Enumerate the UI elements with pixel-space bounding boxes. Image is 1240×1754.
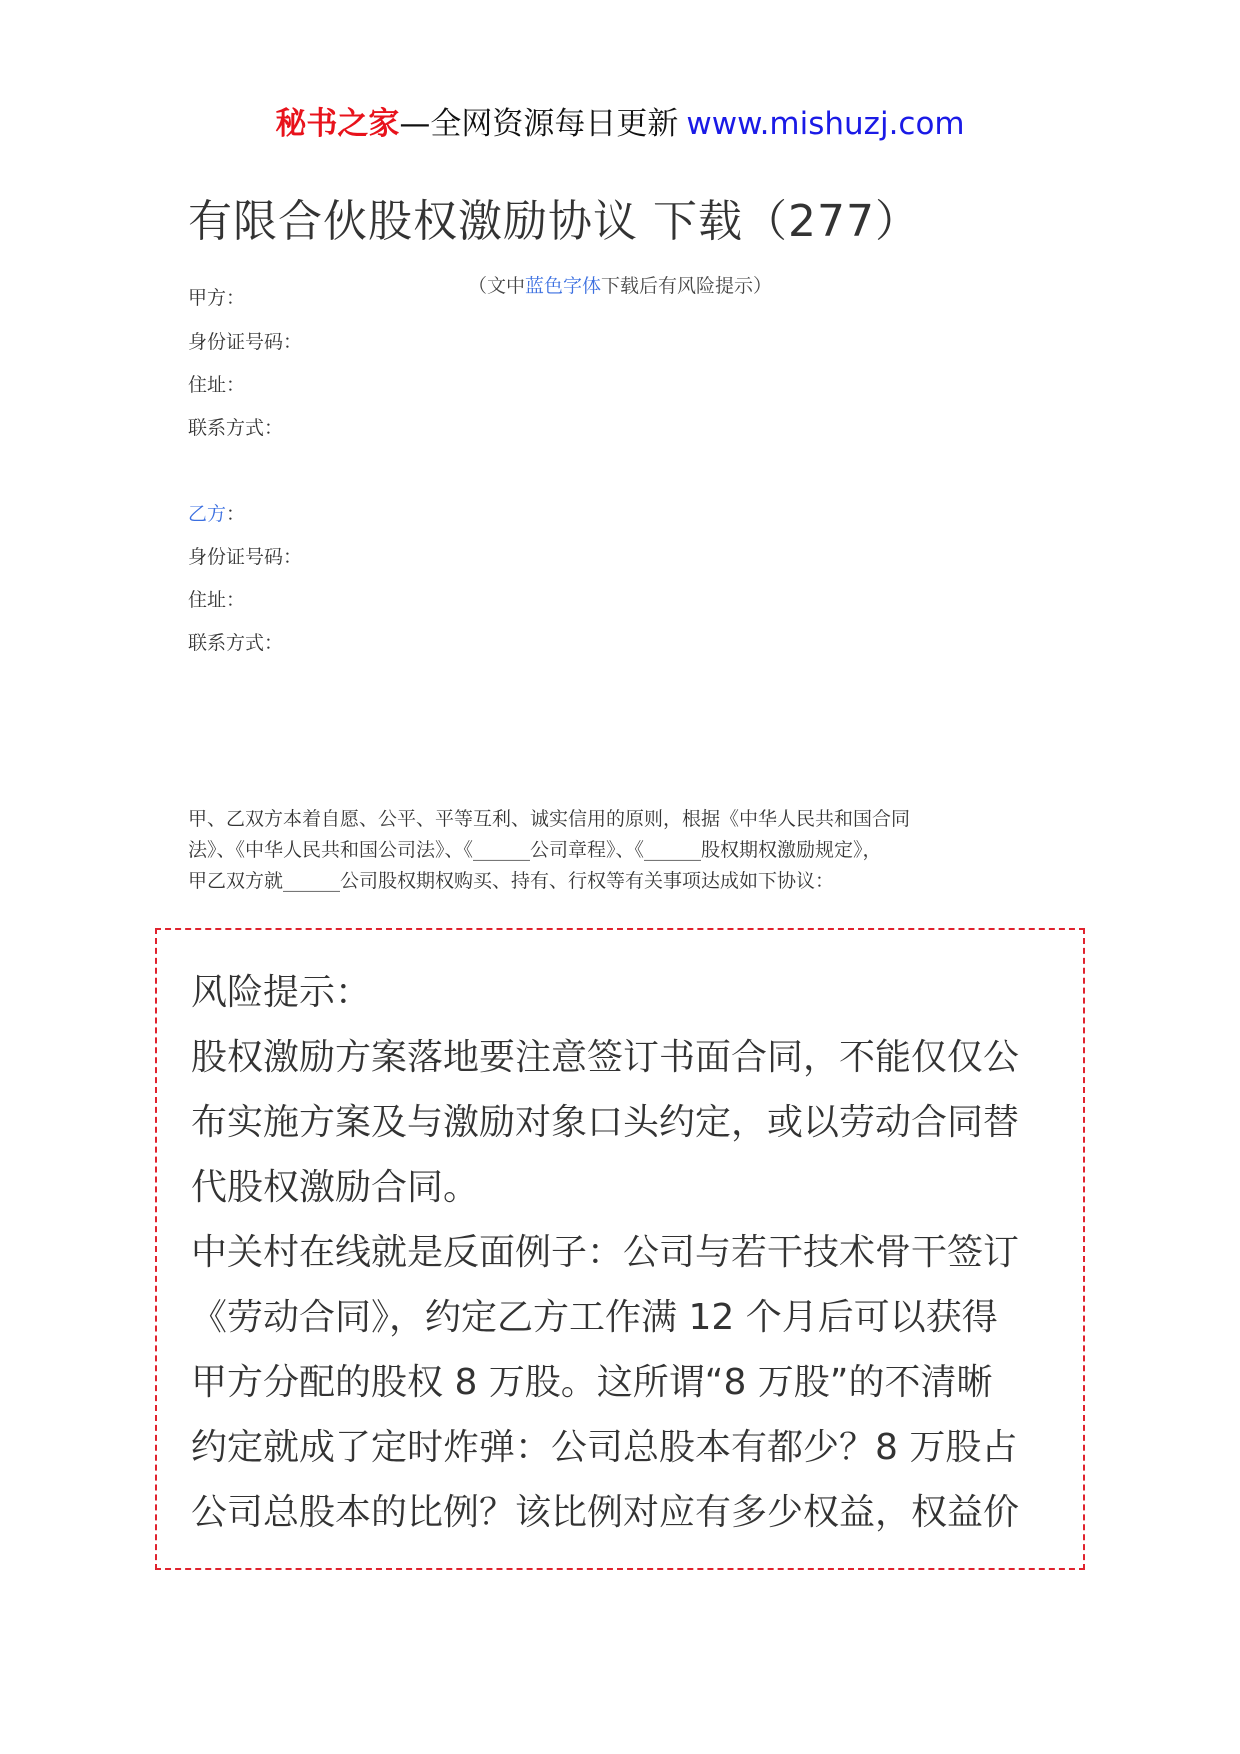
party-a-address-label: 住址：	[188, 374, 246, 396]
party-b-name-link[interactable]: 乙方	[188, 503, 227, 525]
site-slogan: —全网资源每日更新	[399, 106, 679, 142]
party-b-name-colon: ：	[226, 503, 246, 525]
site-banner	[0, 104, 1240, 144]
risk-notice-line: 布实施方案及与激励对象口头约定，或以劳动合同替	[191, 1102, 1020, 1143]
site-brand: 秘书之家	[275, 106, 400, 142]
risk-notice-box	[155, 928, 1085, 1570]
risk-notice-line: 甲方分配的股权 8 万股。这所谓“8 万股”的不清晰	[191, 1362, 993, 1403]
risk-notice-line: 代股权激励合同。	[191, 1167, 480, 1208]
party-b-name-label	[188, 500, 245, 528]
subtitle-suffix: 下载后有风险提示）	[601, 275, 773, 297]
risk-notice-text	[191, 960, 1061, 1545]
risk-notice-line: 《劳动合同》，约定乙方工作满 12 个月后可以获得	[191, 1297, 998, 1338]
party-a-id-label: 身份证号码：	[188, 331, 303, 353]
agreement-intro-line: 甲、乙双方本着自愿、公平、平等互利、诚实信用的原则，根据《中华人民共和国合同	[188, 808, 911, 830]
party-b-address-label: 住址：	[188, 589, 246, 611]
site-url-link[interactable]: www.mishuzj.com	[686, 106, 965, 142]
subtitle-prefix: （文中	[467, 275, 525, 297]
document-title: 有限合伙股权激励协议 下载（277）	[188, 196, 920, 247]
risk-notice-heading: 风险提示：	[191, 972, 372, 1013]
agreement-intro	[188, 804, 1058, 897]
agreement-intro-line: 法》、《中华人民共和国公司法》、《______公司章程》、《______股权期权激励规定》，	[188, 839, 882, 861]
risk-notice-line: 股权激励方案落地要注意签订书面合同，不能仅仅公	[191, 1037, 1020, 1078]
party-b-contact-label: 联系方式：	[188, 632, 284, 654]
subtitle-highlight: 蓝色字体	[524, 275, 601, 297]
risk-notice-line: 公司总股本的比例？该比例对应有多少权益，权益价	[191, 1492, 1020, 1533]
party-a-contact-label: 联系方式：	[188, 417, 284, 439]
risk-notice-line: 约定就成了定时炸弹：公司总股本有都少？8 万股占	[191, 1427, 1018, 1468]
document-subtitle	[0, 272, 1240, 300]
party-b-id-label: 身份证号码：	[188, 546, 303, 568]
party-a-name-label: 甲方：	[188, 287, 246, 309]
risk-notice-line: 中关村在线就是反面例子：公司与若干技术骨干签订	[191, 1232, 1020, 1273]
agreement-intro-line: 甲乙双方就______公司股权期权购买、持有、行权等有关事项达成如下协议：	[188, 870, 835, 892]
